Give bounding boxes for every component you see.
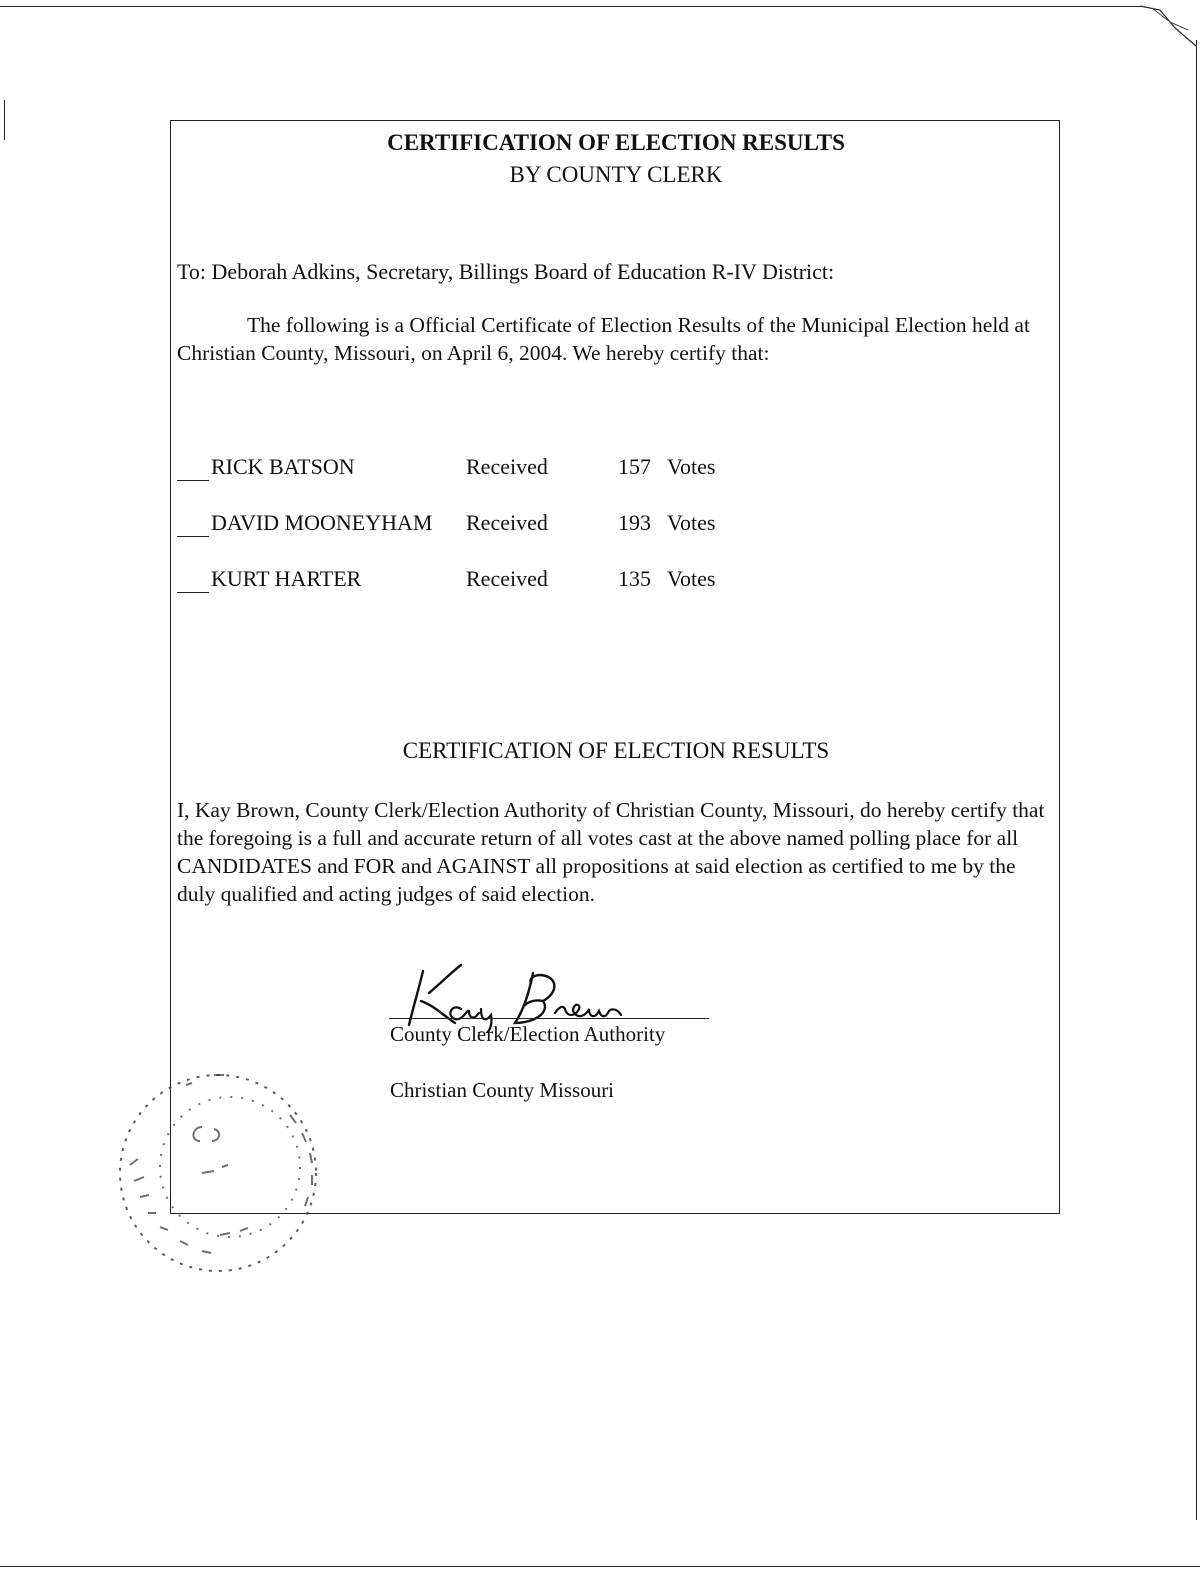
- section-heading: CERTIFICATION OF ELECTION RESULTS: [402, 738, 830, 763]
- page-edge-top: [0, 6, 1140, 7]
- page-edge-bottom: [0, 1566, 1200, 1567]
- received-label: Received: [466, 454, 548, 479]
- vote-count: 193: [618, 510, 651, 535]
- vote-count: 157: [618, 454, 651, 479]
- received-label: Received: [466, 510, 548, 535]
- check-blank: [177, 453, 209, 481]
- candidate-name: KURT HARTER: [211, 566, 362, 591]
- votes-label: Votes: [667, 510, 716, 535]
- county-name: Christian County Missouri: [390, 1078, 615, 1102]
- signature-line: [389, 1018, 709, 1019]
- folded-corner-icon: [1130, 0, 1200, 60]
- signer-title: County Clerk/Election Authority: [390, 1022, 666, 1046]
- embossed-seal: [90, 1055, 350, 1295]
- addressee-line: To: Deborah Adkins, Secretary, Billings Board of Education R-IV District:: [177, 259, 835, 284]
- received-label: Received: [466, 566, 548, 591]
- certificate-box: [170, 120, 1060, 1214]
- certificate-title: CERTIFICATION OF ELECTION RESULTS: [387, 130, 845, 155]
- certificate-subtitle: BY COUNTY CLERK: [509, 162, 723, 187]
- page-edge-right: [1196, 40, 1197, 1520]
- check-blank: [177, 565, 209, 593]
- candidate-name: RICK BATSON: [211, 454, 355, 479]
- page-edge-left-mark: [4, 100, 5, 140]
- check-blank: [177, 509, 209, 537]
- certification-statement: I, Kay Brown, County Clerk/Election Authority of Christian County, Missouri, do hereby certify that the foregoing is a full and accurate return of all votes cast at the above named polling place for all CANDIDATES and FOR and AGAINST all propositions at said election as certified to me by the duly qualified and acting judges of said election.: [177, 798, 1045, 906]
- vote-count: 135: [618, 566, 651, 591]
- intro-paragraph: The following is a Official Certificate of Election Results of the Municipal Election held at Christian County, Missouri, on April 6, 2004. We hereby certify that:: [177, 313, 1030, 365]
- votes-label: Votes: [667, 454, 716, 479]
- votes-label: Votes: [667, 566, 716, 591]
- candidate-name: DAVID MOONEYHAM: [211, 510, 433, 535]
